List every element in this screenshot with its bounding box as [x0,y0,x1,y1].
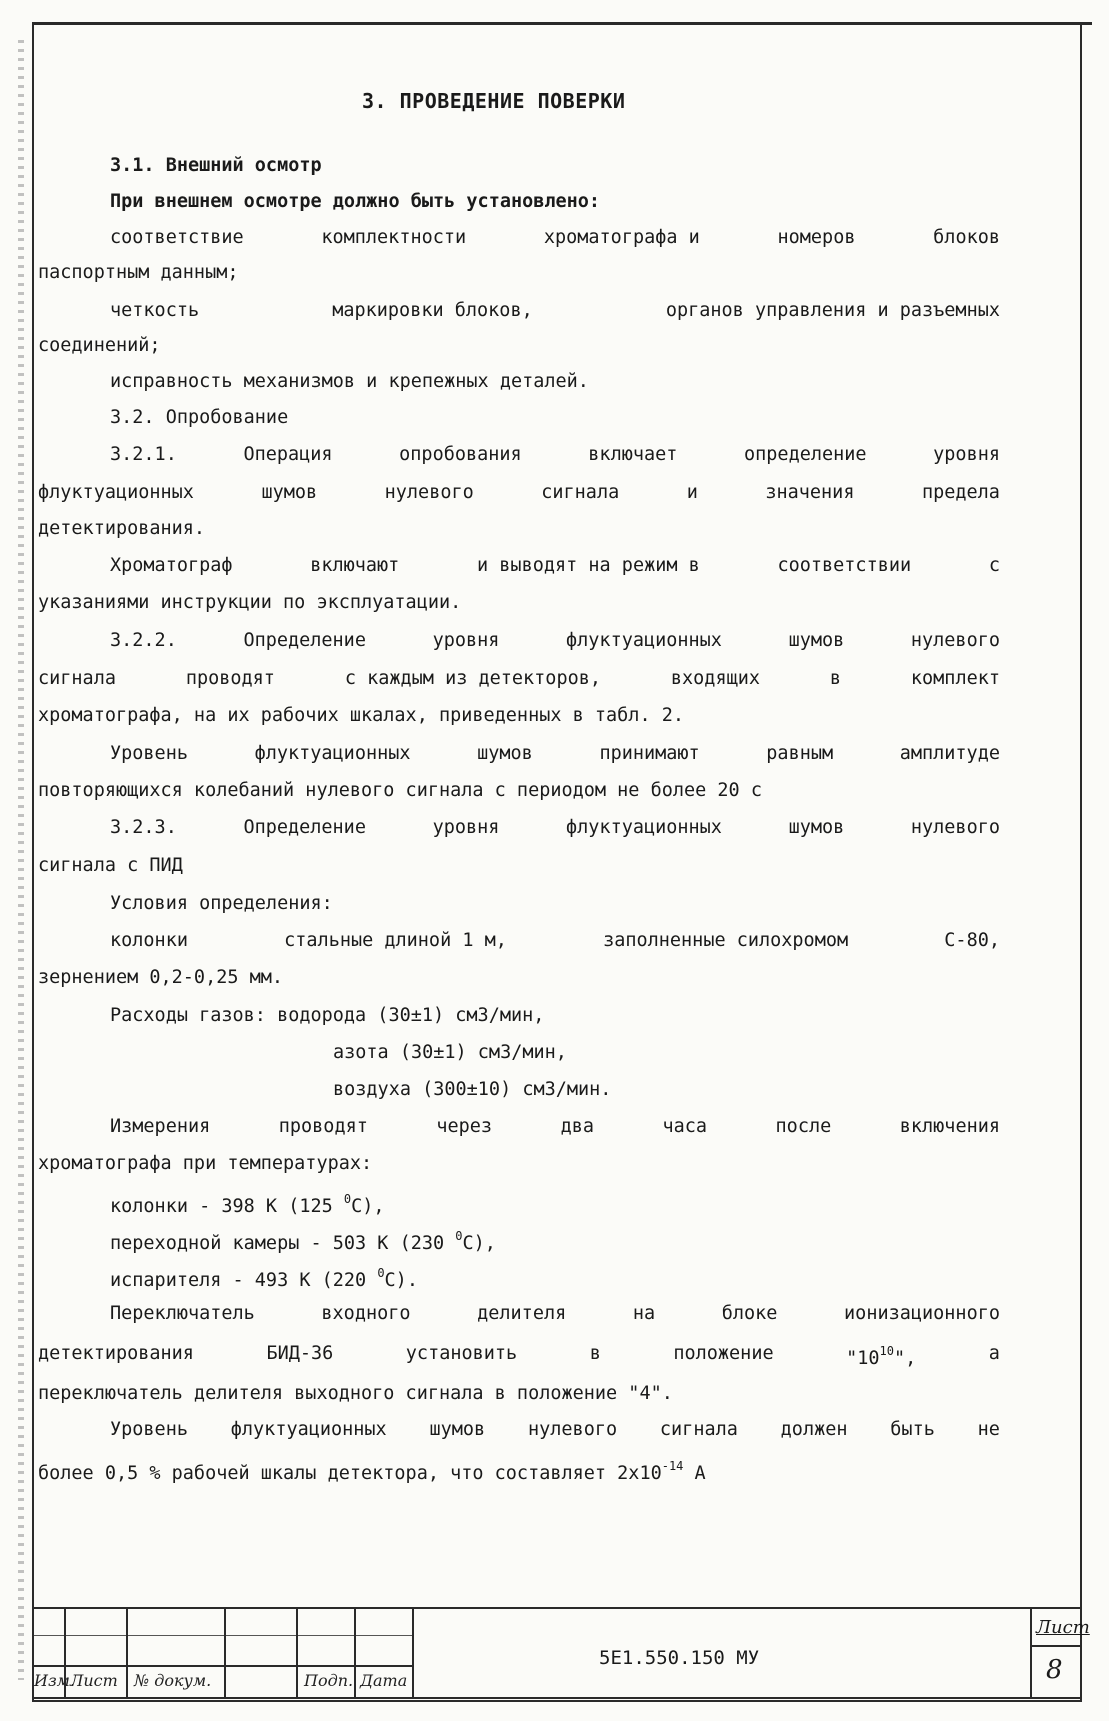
word: флуктуационных [566,817,722,838]
text-line: При внешнем осмотре должно быть установлено: [110,191,601,212]
stamp-label-podp: Подп. [304,1671,354,1690]
text-line-justified [110,745,1000,764]
word: БИД-36 [266,1343,334,1364]
word: флуктуационных [566,630,722,651]
word: проводят [185,668,275,689]
text-line: исправность механизмов и крепежных деталей. [110,371,589,392]
sheet-label: Лист [1036,1617,1090,1638]
word: входящих [670,668,760,689]
word: Измерения [110,1116,211,1137]
section-title: 3. ПРОВЕДЕНИЕ ПОВЕРКИ [362,89,626,113]
word: на [632,1303,656,1324]
temperature-line [110,1230,496,1254]
word: стальные длиной 1 м, [284,930,507,951]
exponent: 10 [879,1344,894,1358]
word: равным [766,743,834,764]
text-line: зернением 0,2-0,25 мм. [38,967,284,988]
text-line-justified [110,819,1000,838]
frame-top-rule [32,22,1092,25]
word: шумов [477,743,533,764]
word: соответствие [110,227,244,248]
text-line: азота (30±1) см3/мин, [333,1042,567,1063]
word: четкость [110,300,200,321]
word: флуктуационных [230,1419,387,1440]
word: включения [899,1116,1000,1137]
text-line-justified [110,1421,1000,1440]
word: включает [588,444,678,465]
word: Уровень [110,743,188,764]
temperature-unit: С), [351,1196,385,1217]
text-line-justified [110,1118,1000,1137]
temperature-text: переходной камеры - 503 К (230 [110,1233,456,1254]
text-line: Расходы газов: водорода (30±1) см3/мин, [110,1005,545,1026]
word: блоков [933,227,1000,248]
word: Определение [243,817,366,838]
word: с [988,555,1000,576]
word: положение [673,1343,774,1364]
word: входного [321,1303,411,1324]
word: опробования [399,444,522,465]
word: детектирования [38,1343,194,1364]
text-line-justified [110,632,1000,651]
word: принимают [599,743,700,764]
word: значения [765,482,855,503]
word: блоке [721,1303,778,1324]
word: шумов [788,817,845,838]
word: с каждым из детекторов, [344,668,602,689]
word: предела [921,482,1000,503]
heading-3-1: 3.1. Внешний осмотр [110,155,322,176]
text-line-justified [110,932,1000,951]
word: нулевого [910,630,1000,651]
temperature-line [110,1267,418,1291]
word: а [988,1343,1000,1364]
word: комплектности [321,227,467,248]
word: 3.2.1. [110,444,177,465]
word: Хроматограф [110,555,233,576]
text-line-justified [110,1305,1000,1324]
text-line: детектирования. [38,518,206,539]
temperature-unit: С). [384,1270,418,1291]
stamp-col [1030,1607,1032,1699]
text-line [38,1460,706,1484]
word: должен [780,1419,848,1440]
word: 3.2.2. [110,630,177,651]
document-code: 5Е1.550.150 МУ [599,1647,760,1669]
word: делителя [477,1303,567,1324]
word: определение [744,444,867,465]
word: проводят [278,1116,368,1137]
binding-margin [18,40,24,1680]
text-line-justified [110,302,1000,321]
word: ионизационного [844,1303,1000,1324]
word: нулевого [910,817,1000,838]
stamp-rule-top [34,1607,1080,1609]
word: органов управления и разъемных [665,300,1000,321]
text-line: воздуха (300±10) см3/мин. [333,1079,612,1100]
exponent: -14 [661,1459,684,1473]
word: амплитуде [899,743,1000,764]
temperature-text: испарителя - 493 К (220 [110,1270,378,1291]
unit: А [683,1463,706,1484]
stamp-rule-sheet [1030,1645,1080,1647]
text-line: указаниями инструкции по эксплуатации. [38,592,462,613]
text-line-justified [38,484,1000,503]
word: флуктуационных [254,743,411,764]
stamp-label-data: Дата [360,1671,408,1690]
heading-3-2: 3.2. Опробование [110,407,289,428]
stamp-col [296,1607,298,1699]
sheet-number: 8 [1046,1655,1063,1685]
text-line: паспортным данным; [38,262,239,283]
text-line: повторяющихся колебаний нулевого сигнала с периодом не более 20 с [38,780,762,801]
word: комплект [910,668,1000,689]
word: уровня [432,630,500,651]
word: после [775,1116,832,1137]
stamp-rule-bottom [34,1697,1080,1699]
word: нулевого [528,1419,618,1440]
word: нулевого [384,482,474,503]
word: сигнала [541,482,620,503]
word: колонки [110,930,188,951]
text-line-justified [110,557,1000,576]
stamp-label-list: Лист [70,1671,118,1690]
temperature-line [110,1193,385,1217]
text-line: Условия определения: [110,893,333,914]
word: шумов [788,630,845,651]
stamp-col [412,1607,414,1699]
word: сигнала [38,668,116,689]
word: в [829,668,842,689]
word: Определение [243,630,366,651]
word: в [589,1343,601,1364]
temperature-text: колонки - 398 К (125 [110,1196,344,1217]
word: шумов [429,1419,486,1440]
position-base: "10 [846,1348,880,1369]
word: и [686,482,698,503]
word: заполненные силохромом [603,930,849,951]
word: Переключатель [110,1303,255,1324]
word: соответствии [777,555,912,576]
word: флуктуационных [38,482,194,503]
text-line-justified [110,229,1000,248]
text-line-justified [38,670,1000,689]
stamp-col [354,1607,356,1699]
word: маркировки блоков, [332,300,533,321]
word: Операция [243,444,333,465]
word: не [977,1419,1000,1440]
word: С-80, [944,930,1000,951]
word: хроматографа и [543,227,700,248]
temperature-unit: С), [462,1233,496,1254]
stamp-col [126,1607,128,1699]
word: уровня [432,817,500,838]
word: Уровень [110,1419,188,1440]
text-line: сигнала с ПИД [38,855,183,876]
quote-close: ", [894,1348,917,1369]
word: сигнала [659,1419,738,1440]
word: уровня [933,444,1000,465]
text-line: хроматографа при температурах: [38,1153,373,1174]
word: установить [405,1343,518,1364]
text-line: переключатель делителя выходного сигнала в положение "4". [38,1383,673,1404]
text-line: соединений; [38,335,161,356]
stamp-label-izm: Изм. [34,1671,76,1690]
text-line-justified [110,446,1000,465]
title-block [34,1607,1090,1699]
text-line-justified [38,1345,1000,1369]
word: включают [310,555,400,576]
text-fragment: более 0,5 % рабочей шкалы детектора, что составляет 2х10 [38,1463,662,1484]
position-value [846,1345,916,1369]
word: часа [662,1116,708,1137]
degree-mark: 0 [455,1229,463,1243]
word: 3.2.3. [110,817,177,838]
word: два [560,1116,594,1137]
word: номеров [777,227,856,248]
stamp-label-doc: № докум. [134,1671,212,1690]
word: и выводят на режим в [477,555,700,576]
stamp-col [224,1607,226,1699]
word: через [436,1116,493,1137]
degree-mark: 0 [377,1266,385,1280]
word: шумов [261,482,318,503]
degree-mark: 0 [343,1192,352,1206]
text-line: хроматографа, на их рабочих шкалах, приведенных в табл. 2. [38,705,685,726]
word: быть [890,1419,935,1440]
